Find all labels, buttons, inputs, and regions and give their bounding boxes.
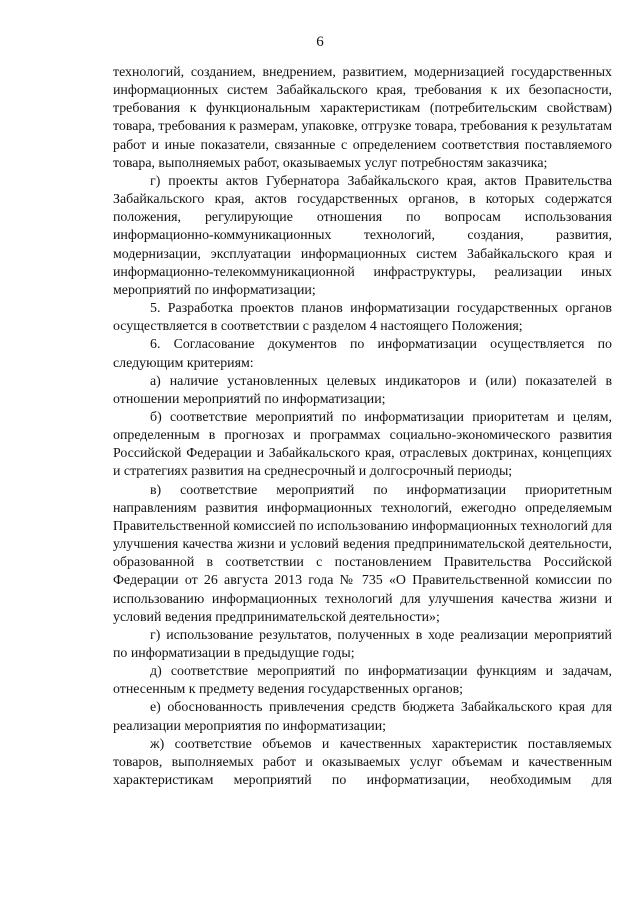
- paragraph-item-g-draft-acts: г) проекты актов Губернатора Забайкальского края, актов Правительства Забайкальского края, актов государственных органов, в которых содержатся положения, регулирующие отношения по вопросам использования информационно-коммуникационных технологий, создания, развития, модернизации, эксплуатации информационных систем Забайкальского края и информационно-телекоммуникационной инфраструктуры, реализации иных мероприятий по информатизации;: [113, 173, 612, 298]
- paragraph-criterion-zh: ж) соответствие объемов и качественных характеристик поставляемых товаров, выполняемых работ и оказываемых услуг объемам и качественным характеристикам мероприятий по информатизации, необходимым для: [113, 736, 612, 789]
- paragraph-criterion-g: г) использование результатов, полученных в ходе реализации мероприятий по информатизации в предыдущие годы;: [113, 627, 612, 661]
- paragraph-clause-5: 5. Разработка проектов планов информатизации государственных органов осуществляется в соответствии с разделом 4 настоящего Положения;: [113, 301, 612, 335]
- paragraph-clause-6: 6. Согласование документов по информатизации осуществляется по следующим критериям:: [113, 337, 612, 371]
- paragraph-criterion-v: в) соответствие мероприятий по информатизации приоритетным направлениям развития информационных технологий, ежегодно определяемым Правительственной комиссией по использованию информационных технологий для улучшения качества жизни и условий ведения предпринимательской деятельности, образованной в соответствии с постановлением Правительства Российской Федерации от 26 августа 2013 года № 735 «О Правительственной комиссии по использованию информационных технологий для улучшения качества жизни и условий ведения предпринимательской деятельности»;: [113, 482, 612, 625]
- paragraph-criterion-e: е) обоснованность привлечения средств бюджета Забайкальского края для реализации мероприятия по информатизации;: [113, 700, 612, 734]
- paragraph-criterion-d: д) соответствие мероприятий по информатизации функциям и задачам, отнесенным к предмету ведения государственных органов;: [113, 664, 612, 698]
- page-number: 6: [316, 34, 324, 50]
- paragraph-criterion-b: б) соответствие мероприятий по информатизации приоритетам и целям, определенным в прогнозах и программах социально-экономического развития Российской Федерации и Забайкальского края, отраслевых доктринах, концепциях и стратегиях развития на среднесрочный и долгосрочный периоды;: [113, 409, 612, 480]
- paragraph-criterion-a: а) наличие установленных целевых индикаторов и (или) показателей в отношении мероприятий по информатизации;: [113, 373, 612, 407]
- document-body: [113, 64, 612, 790]
- paragraph-requirements-continuation: технологий, созданием, внедрением, развитием, модернизацией государственных информационных систем Забайкальского края, требования к их безопасности, требования к функциональным характеристикам (потребительским свойствам) товара, требования к размерам, упаковке, отгрузке товара, требования к результатам работ и иные показатели, связанные с определением соответствия поставляемого товара, выполняемых работ, оказываемых услуг потребностям заказчика;: [113, 65, 612, 171]
